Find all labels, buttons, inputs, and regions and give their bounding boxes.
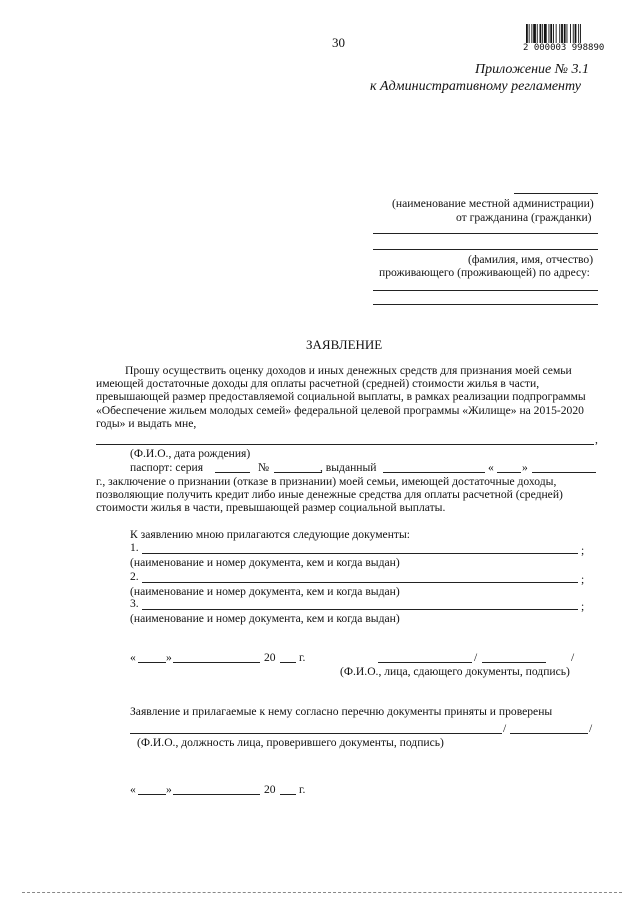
body-line-3: превышающей размер предоставляемой социальной выплаты, в рамках реализации подпрограммы [96, 390, 586, 403]
date1-month-line [173, 662, 260, 663]
passport-series-line [215, 472, 250, 473]
address-line-1 [373, 290, 598, 291]
submitter-slash-2: / [571, 651, 575, 664]
issued-by-line [383, 472, 485, 473]
passport-number-label: № [258, 461, 270, 474]
fio-dob-caption: (Ф.И.О., дата рождения) [130, 447, 251, 460]
attachment-1-caption: (наименование и номер документа, кем и когда выдан) [130, 556, 400, 569]
date1-quote-open: « [130, 651, 136, 664]
date1-year-suffix: г. [299, 651, 306, 664]
annex-subtitle: к Административному регламенту [370, 79, 581, 94]
fio-caption: (фамилия, имя, отчество) [468, 253, 594, 266]
date2-year-line [280, 794, 296, 795]
date2-year-prefix: 20 [264, 783, 276, 796]
document-title: ЗАЯВЛЕНИЕ [306, 337, 383, 352]
fio-dob-comma: , [595, 433, 598, 446]
submitter-signature-line [482, 662, 546, 663]
applicant-line-1 [373, 233, 598, 234]
scan-edge-marks [22, 892, 622, 894]
attachment-3-caption: (наименование и номер документа, кем и когда выдан) [130, 612, 400, 625]
date2-quote-close: » [166, 783, 172, 796]
verifier-fio-line [130, 733, 502, 734]
attachment-3-number: 3. [130, 597, 139, 610]
issue-quote-close: » [522, 461, 528, 474]
date1-year-line [280, 662, 296, 663]
verifier-slash-1: / [503, 722, 507, 735]
date1-quote-close: » [166, 651, 172, 664]
attachments-intro: К заявлению мною прилагаются следующие документы: [130, 528, 410, 541]
attachment-2-number: 2. [130, 570, 139, 583]
date1-day-line [138, 662, 166, 663]
issue-day-line [497, 472, 521, 473]
body-line-2: имеющей достаточные доходы для оплаты расчетной (средней) стоимости жилья в части, [96, 377, 540, 390]
attachment-1-end: ; [581, 544, 585, 557]
from-citizen-label: от гражданина (гражданки) [456, 211, 592, 224]
attachment-1-line [142, 553, 578, 554]
conclusion-line-1: г., заключение о признании (отказе в признании) моей семьи, имеющей достаточные доходы, [96, 475, 557, 488]
admin-name-line [514, 193, 598, 194]
conclusion-line-3: стоимости жилья в части, превышающей размер социальной выплаты. [96, 501, 446, 514]
date2-month-line [173, 794, 260, 795]
verifier-slash-2: / [589, 722, 593, 735]
fio-dob-line [96, 444, 594, 445]
attachment-2-line [142, 582, 578, 583]
residing-label: проживающего (проживающей) по адресу: [379, 266, 590, 279]
address-line-2 [373, 304, 598, 305]
attachment-1-number: 1. [130, 541, 139, 554]
page-number: 30 [332, 35, 345, 50]
passport-number-line [274, 472, 322, 473]
admin-name-caption: (наименование местной администрации) [392, 197, 594, 210]
attachment-3-line [142, 609, 578, 610]
date2-day-line [138, 794, 166, 795]
conclusion-line-2: позволяющие получить кредит либо иные денежные средства для оплаты расчетной (средней) [96, 488, 563, 501]
passport-issued-label: , выданный [320, 461, 377, 474]
accepted-statement: Заявление и прилагаемые к нему согласно перечню документы приняты и проверены [130, 705, 553, 718]
attachment-2-end: ; [581, 573, 585, 586]
submitter-slash-1: / [474, 651, 478, 664]
body-line-1: Прошу осуществить оценку доходов и иных денежных средств для признания моей семьи [125, 364, 572, 377]
barcode-number: 2 000003 998890 [523, 43, 605, 53]
annex-title: Приложение № 3.1 [475, 62, 589, 77]
body-line-4: «Обеспечение жильем молодых семей» федеральной целевой программы «Жилище» на 2015-2020 [96, 404, 584, 417]
applicant-line-2 [373, 249, 598, 250]
date2-quote-open: « [130, 783, 136, 796]
verifier-caption: (Ф.И.О., должность лица, проверившего документы, подпись) [137, 736, 444, 749]
barcode-image [526, 24, 602, 43]
issue-month-line [532, 472, 596, 473]
date2-year-suffix: г. [299, 783, 306, 796]
date1-year-prefix: 20 [264, 651, 276, 664]
attachment-2-caption: (наименование и номер документа, кем и когда выдан) [130, 585, 400, 598]
submitter-caption: (Ф.И.О., лица, сдающего документы, подпись) [340, 665, 570, 678]
passport-series-label: паспорт: серия [130, 461, 204, 474]
attachment-3-end: ; [581, 600, 585, 613]
verifier-signature-line [510, 733, 588, 734]
submitter-fio-line [378, 662, 472, 663]
issue-quote-open: « [488, 461, 494, 474]
body-line-5: годы» и выдать мне, [96, 417, 197, 430]
